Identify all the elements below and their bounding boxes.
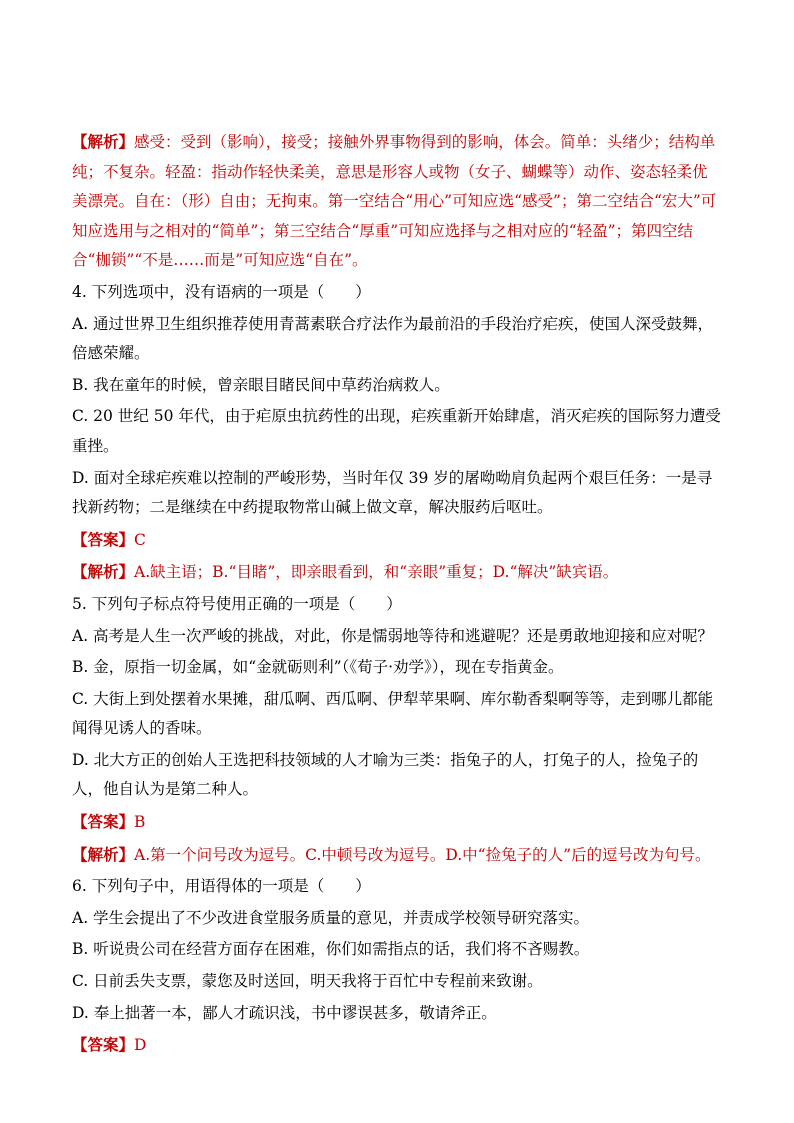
analysis-q3 (72, 127, 722, 276)
answer-value: C (134, 530, 146, 549)
question-4-option-a: A. 通过世界卫生组织推荐使用青蒿素联合疗法作为最前沿的手段治疗疟疾，使国人深受鼓舞，倍感荣耀。 (72, 314, 714, 363)
analysis-text: 感受：受到（影响），接受；接触外界事物得到的影响，体会。简单：头绪少；结构单纯；不复杂。轻盈：指动作轻快柔美，意思是形容人或物（女子、蝴蝶等）动作、姿态轻柔优美漂亮。自在：（形）自由；无拘束。第一空结合“用心”可知应选“感受”；第二空结合“宏大”可知应选用与之相对的“简单”；第三空结合“厚重”可知应选择与之相对应的“轻盈”；第四空结合“枷锁”“不是……而是”可知应选“自在”。 (72, 133, 717, 270)
question-6-option-d: D. 奉上拙著一本，鄙人才疏识浅，书中谬误甚多，敬请斧正。 (72, 1003, 497, 1022)
question-5-stem: 5. 下列句子标点符号使用正确的一项是（ ） (72, 594, 402, 613)
question-5-option-a: A. 高考是人生一次严峻的挑战，对此，你是懦弱地等待和逃避呢？还是勇敢地迎接和应对呢？ (72, 626, 714, 645)
question-6-option-b: B. 听说贵公司在经营方面存在困难，你们如需指点的话，我们将不吝赐教。 (72, 940, 590, 959)
question-5-option-d: D. 北大方正的创始人王选把科技领域的人才喻为三类：指兔子的人，打兔子的人，捡兔子的人，他自认为是第二种人。 (72, 750, 699, 799)
question-5-option-b: B. 金，原指一切金属，如“金就砺则利”（《荀子·劝学》），现在专指黄金。 (72, 658, 564, 677)
answer-tag: 【答案】 (72, 529, 135, 549)
question-5-analysis (72, 840, 722, 871)
analysis-text: A.缺主语；B.“目睹”，即亲眼看到，和“亲眼”重复；D.“解决”缺宾语。 (134, 563, 619, 582)
question-4-analysis (72, 557, 722, 588)
answer-value: D (134, 1036, 147, 1055)
question-4-answer (72, 525, 722, 556)
question-6-option-a: A. 学生会提出了不少改进食堂服务质量的意见，并责成学校领导研究落实。 (72, 908, 590, 927)
answer-tag: 【答案】 (72, 812, 135, 832)
answer-tag: 【答案】 (72, 1035, 135, 1055)
analysis-text: A.第一个问号改为逗号。C.中顿号改为逗号。D.中“捡兔子的人”后的逗号改为句号。 (134, 845, 711, 864)
analysis-tag: 【解析】 (72, 844, 135, 864)
question-4-stem: 4. 下列选项中，没有语病的一项是（ ） (72, 282, 371, 301)
analysis-tag: 【解析】 (72, 132, 135, 151)
question-5-answer (72, 807, 722, 838)
question-4-option-d: D. 面对全球疟疾难以控制的严峻形势，当时年仅 39 岁的屠呦呦肩负起两个艰巨任务：一是寻找新药物；二是继续在中药提取物常山碱上做文章，解决服药后呕吐。 (72, 468, 713, 517)
answer-value: B (134, 813, 146, 832)
question-4-option-b: B. 我在童年的时候，曾亲眼目睹民间中草药治病救人。 (72, 375, 450, 394)
question-5-option-c: C. 大街上到处摆着水果摊，甜瓜啊、西瓜啊、伊犁苹果啊、库尔勒香梨啊等等，走到哪儿都能闻得见诱人的香味。 (72, 689, 714, 738)
question-6-option-c: C. 日前丢失支票，蒙您及时送回，明天我将于百忙中专程前来致谢。 (72, 972, 543, 991)
question-6-answer (72, 1030, 722, 1061)
question-6-stem: 6. 下列句子中，用语得体的一项是（ ） (72, 877, 371, 896)
analysis-tag: 【解析】 (72, 562, 135, 582)
question-4-option-c: C. 20 世纪 50 年代，由于疟原虫抗药性的出现，疟疾重新开始肆虐，消灭疟疾的国际努力遭受重挫。 (72, 407, 721, 455)
